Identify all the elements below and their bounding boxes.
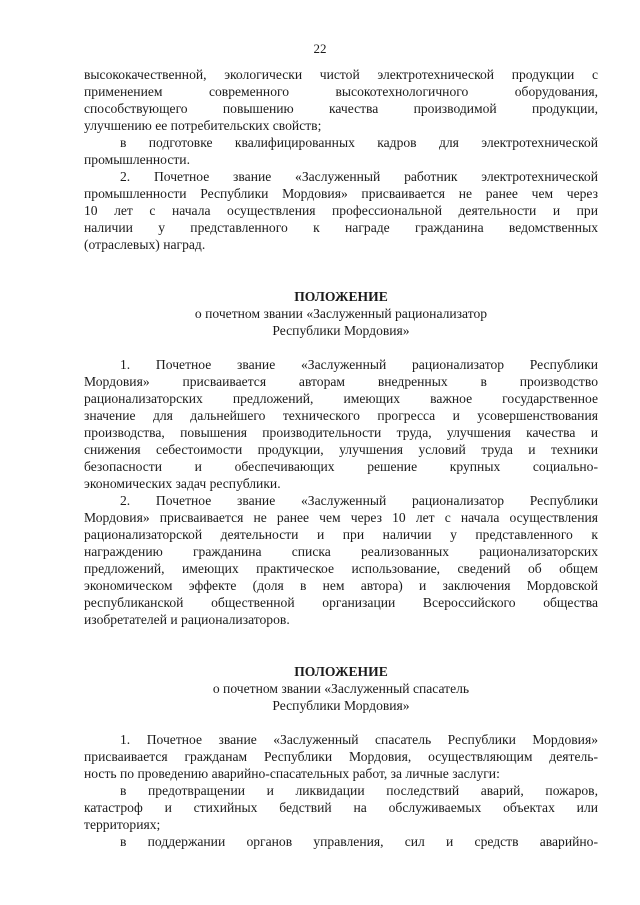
text-line: в предотвращении и ликвидации последствий аварий, пожаров, bbox=[120, 783, 598, 798]
text-line: республиканской общественной организации Всероссийского общества bbox=[84, 595, 598, 610]
text-line: экономических задач республики. bbox=[84, 476, 281, 491]
paragraph-rationalizer-clause-2 bbox=[84, 492, 598, 628]
paragraph-product-quality bbox=[84, 66, 598, 134]
section-subtitle: о почетном звании «Заслуженный спасатель bbox=[212, 681, 470, 696]
text-line: 2. Почетное звание «Заслуженный рационализатор Республики bbox=[120, 493, 598, 508]
text-line: 2. Почетное звание «Заслуженный работник электротехнической bbox=[120, 169, 598, 184]
paragraph-staff-training bbox=[84, 134, 598, 168]
text-line: в подготовке квалифицированных кадров для электротехнической bbox=[120, 135, 598, 150]
text-line: присваивается гражданам Республики Мордовия, осуществляющим деятель- bbox=[84, 749, 598, 764]
section-rescuer bbox=[84, 663, 598, 850]
text-line: награждению гражданина списка реализованных рационализаторских bbox=[84, 544, 598, 559]
paragraph-rescuer-clause-1 bbox=[84, 731, 598, 782]
section-subtitle: Республики Мордовия» bbox=[272, 323, 410, 338]
text-line: значение для дальнейшего технического прогресса и усовершенствования bbox=[84, 408, 598, 423]
text-line: Мордовия» присваивается авторам внедренных в производство bbox=[84, 374, 598, 389]
section-subtitle: о почетном звании «Заслуженный рационализатор bbox=[194, 306, 488, 321]
text-line: наличии у представленного к награде гражданина ведомственных bbox=[84, 220, 598, 235]
section-rationalizer bbox=[84, 288, 598, 628]
text-line: улучшению ее потребительских свойств; bbox=[84, 118, 322, 133]
document-body bbox=[84, 66, 598, 850]
text-line: изобретателей и рационализаторов. bbox=[84, 612, 290, 627]
text-line: безопасности и обеспечивающих решение крупных социально- bbox=[84, 459, 598, 474]
text-line: 1. Почетное звание «Заслуженный спасатель Республики Мордовия» bbox=[120, 732, 598, 747]
paragraph-rescuer-support bbox=[84, 833, 598, 850]
text-line: Мордовия» присваивается не ранее чем через 10 лет с начала осуществления bbox=[84, 510, 598, 525]
text-line: рационализаторских предложений, имеющих важное государственное bbox=[84, 391, 598, 406]
text-line: промышленности Республики Мордовия» присваивается не ранее чем через bbox=[84, 186, 598, 201]
page-number: 22 bbox=[313, 41, 327, 56]
text-line: предложений, имеющих практическое использование, сведений об общем bbox=[84, 561, 598, 576]
text-line: 1. Почетное звание «Заслуженный рационализатор Республики bbox=[120, 357, 598, 372]
section-title: ПОЛОЖЕНИЕ bbox=[294, 664, 388, 679]
text-line: территориях; bbox=[84, 817, 161, 832]
paragraph-rescuer-prevention bbox=[84, 782, 598, 833]
text-line: применением современного высокотехнологичного оборудования, bbox=[84, 84, 598, 99]
paragraph-rationalizer-clause-1 bbox=[84, 356, 598, 492]
text-line: производства, повышения производительности труда, улучшения качества и bbox=[84, 425, 598, 440]
text-line: рационализаторской деятельности и при наличии у представленного к bbox=[84, 527, 598, 542]
text-line: высококачественной, экологически чистой электротехнической продукции с bbox=[84, 67, 598, 82]
text-line: ность по проведению аварийно-спасательных работ, за личные заслуги: bbox=[84, 766, 500, 781]
text-line: 10 лет с начала осуществления профессиональной деятельности и при bbox=[84, 203, 598, 218]
paragraph-electrotech-clause-2 bbox=[84, 168, 598, 253]
text-line: (отраслевых) наград. bbox=[84, 237, 206, 252]
text-line: снижения себестоимости продукции, улучшения условий труда и техники bbox=[84, 442, 598, 457]
text-line: экономическом эффекте (доля в нем автора) и заключения Мордовской bbox=[84, 578, 598, 593]
text-line: способствующего повышению качества производимой продукции, bbox=[84, 101, 598, 116]
text-line: промышленности. bbox=[84, 152, 190, 167]
section-subtitle: Республики Мордовия» bbox=[272, 698, 410, 713]
text-line: в поддержании органов управления, сил и средств аварийно- bbox=[120, 834, 598, 849]
section-title: ПОЛОЖЕНИЕ bbox=[294, 289, 388, 304]
text-line: катастроф и стихийных бедствий на обслуживаемых объектах или bbox=[84, 800, 598, 815]
